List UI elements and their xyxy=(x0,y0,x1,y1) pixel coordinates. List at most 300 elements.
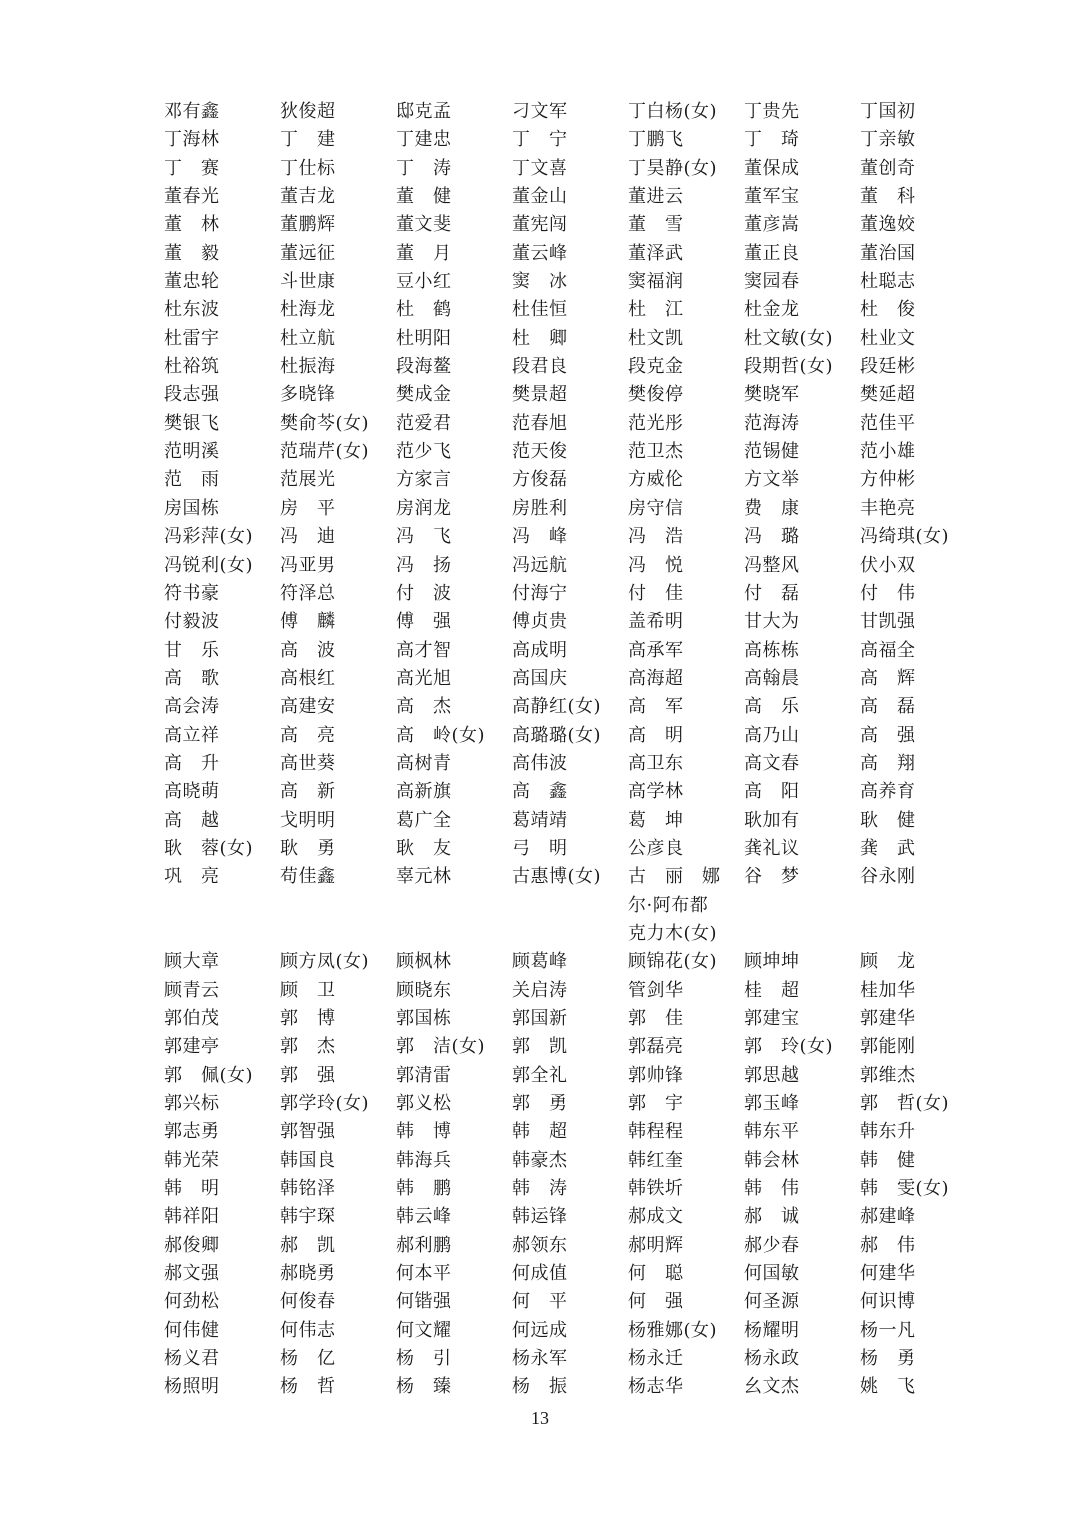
name-cell: 郝俊卿 xyxy=(164,1234,220,1256)
name-cell: 韩 伟 xyxy=(744,1178,800,1200)
name-cell: 高卫东 xyxy=(628,752,684,774)
name-cell: 杨 臻 xyxy=(396,1376,452,1398)
name-row xyxy=(164,268,976,296)
name-cell: 丁 赛 xyxy=(164,157,220,179)
name-cell: 韩东升 xyxy=(860,1121,916,1143)
name-cell: 韩海兵 xyxy=(396,1149,452,1171)
name-cell: 董保成 xyxy=(744,157,800,179)
name-cell: 董泽武 xyxy=(628,242,684,264)
name-cell: 方家言 xyxy=(396,469,452,491)
name-cell: 高乃山 xyxy=(744,724,800,746)
name-cell: 樊俞芩(女) xyxy=(280,412,370,434)
name-row xyxy=(164,1288,976,1316)
name-cell: 何锴强 xyxy=(396,1291,452,1313)
name-row xyxy=(164,296,976,324)
name-cell: 郝建峰 xyxy=(860,1206,916,1228)
name-cell: 杜文凯 xyxy=(628,327,684,349)
name-cell: 高 岭(女) xyxy=(396,724,486,746)
name-cell: 耿 勇 xyxy=(280,837,336,859)
name-cell: 付 伟 xyxy=(860,582,916,604)
name-cell: 杨一凡 xyxy=(860,1319,916,1341)
name-cell: 丁国初 xyxy=(860,101,916,122)
name-cell: 樊银飞 xyxy=(164,412,220,434)
name-cell: 付 佳 xyxy=(628,582,684,604)
name-cell: 高栋栋 xyxy=(744,639,800,661)
name-cell: 范锡健 xyxy=(744,441,800,463)
name-cell: 甘大为 xyxy=(744,611,800,633)
name-cell: 付 磊 xyxy=(744,582,800,604)
name-cell: 丁贵先 xyxy=(744,101,800,122)
name-cell: 何 聪 xyxy=(628,1263,684,1285)
name-cell: 顾大章 xyxy=(164,951,220,973)
name-cell: 何 强 xyxy=(628,1291,684,1313)
name-cell: 郭 凯 xyxy=(512,1036,568,1058)
name-cell: 韩 博 xyxy=(396,1121,452,1143)
name-cell: 顾坤坤 xyxy=(744,951,800,973)
name-cell: 韩 超 xyxy=(512,1121,568,1143)
name-cell: 韩祥阳 xyxy=(164,1206,220,1228)
name-cell: 房国栋 xyxy=(164,497,220,519)
name-cell: 杜东波 xyxy=(164,299,220,321)
name-cell: 韩 雯(女) xyxy=(860,1178,950,1200)
name-cell: 杜文敏(女) xyxy=(744,327,834,349)
name-cell: 高 亮 xyxy=(280,724,336,746)
name-cell: 高 明 xyxy=(628,724,684,746)
name-row xyxy=(164,325,976,353)
name-cell: 丁亲敏 xyxy=(860,129,916,151)
name-cell: 范春旭 xyxy=(512,412,568,434)
name-cell: 耿 蓉(女) xyxy=(164,837,254,859)
name-row xyxy=(164,183,976,211)
name-cell: 杨永军 xyxy=(512,1348,568,1370)
name-cell: 何本平 xyxy=(396,1263,452,1285)
name-cell: 高文春 xyxy=(744,752,800,774)
name-cell: 丁 涛 xyxy=(396,157,452,179)
name-cell: 何建华 xyxy=(860,1263,916,1285)
name-cell: 丁 建 xyxy=(280,129,336,151)
name-row xyxy=(164,948,976,976)
name-row xyxy=(164,240,976,268)
name-cell: 韩 明 xyxy=(164,1178,220,1200)
name-cell: 董彦嵩 xyxy=(744,214,800,236)
name-row xyxy=(164,211,976,239)
name-row xyxy=(164,580,976,608)
name-cell: 符泽总 xyxy=(280,582,336,604)
name-list-table xyxy=(164,98,976,1402)
name-cell: 董 毅 xyxy=(164,242,220,264)
name-cell: 郭清雷 xyxy=(396,1064,452,1086)
name-cell: 郭 洁(女) xyxy=(396,1036,486,1058)
name-cell: 丁 宁 xyxy=(512,129,568,151)
name-cell: 狄俊超 xyxy=(280,101,336,122)
name-cell: 段期哲(女) xyxy=(744,356,834,378)
name-cell: 段廷彬 xyxy=(860,356,916,378)
name-cell: 丁建忠 xyxy=(396,129,452,151)
name-cell: 古惠博(女) xyxy=(512,866,602,888)
name-cell: 郭 杰 xyxy=(280,1036,336,1058)
name-cell: 杨 振 xyxy=(512,1376,568,1398)
name-cell: 高 乐 xyxy=(744,696,800,718)
name-cell: 付海宁 xyxy=(512,582,568,604)
name-cell: 董 健 xyxy=(396,186,452,208)
name-cell: 伏小双 xyxy=(860,554,916,576)
name-row xyxy=(164,722,976,750)
name-cell: 董宪闯 xyxy=(512,214,568,236)
name-cell: 高 辉 xyxy=(860,667,916,689)
name-cell: 杜振海 xyxy=(280,356,336,378)
name-cell: 何伟志 xyxy=(280,1319,336,1341)
name-cell: 顾青云 xyxy=(164,979,220,1001)
name-cell: 杜聪志 xyxy=(860,271,916,293)
name-cell: 韩国良 xyxy=(280,1149,336,1171)
name-cell: 杨永政 xyxy=(744,1348,800,1370)
name-cell: 郭兴标 xyxy=(164,1093,220,1115)
name-cell: 高 强 xyxy=(860,724,916,746)
name-cell: 郝利鹏 xyxy=(396,1234,452,1256)
name-cell: 高静红(女) xyxy=(512,696,602,718)
name-row xyxy=(164,608,976,636)
name-cell: 冯 迪 xyxy=(280,526,336,548)
name-cell: 韩会林 xyxy=(744,1149,800,1171)
name-cell: 龚礼议 xyxy=(744,837,800,859)
name-cell: 谷永刚 xyxy=(860,866,916,888)
name-row xyxy=(164,1232,976,1260)
name-cell: 杜立航 xyxy=(280,327,336,349)
name-cell: 郭维杰 xyxy=(860,1064,916,1086)
name-cell: 豆小红 xyxy=(396,271,452,293)
name-cell: 高伟波 xyxy=(512,752,568,774)
name-cell: 何国敏 xyxy=(744,1263,800,1285)
name-cell: 董军宝 xyxy=(744,186,800,208)
name-cell: 古 丽 娜 尔·阿布都 克力木(女) xyxy=(628,866,739,944)
name-cell: 韩铁圻 xyxy=(628,1178,684,1200)
name-cell: 房胜利 xyxy=(512,497,568,519)
name-cell: 董文斐 xyxy=(396,214,452,236)
name-cell: 顾锦花(女) xyxy=(628,951,718,973)
name-cell: 高建安 xyxy=(280,696,336,718)
name-cell: 丁仕标 xyxy=(280,157,336,179)
name-cell: 付毅波 xyxy=(164,611,220,633)
name-cell: 幺文杰 xyxy=(744,1376,800,1398)
name-cell: 高新旗 xyxy=(396,781,452,803)
name-cell: 公彦良 xyxy=(628,837,684,859)
name-cell: 方威伦 xyxy=(628,469,684,491)
name-cell: 桂加华 xyxy=(860,979,916,1001)
name-row xyxy=(164,1373,976,1401)
name-cell: 多晓锋 xyxy=(280,384,336,406)
name-cell: 董正良 xyxy=(744,242,800,264)
name-cell: 郭帅锋 xyxy=(628,1064,684,1086)
name-cell: 杨永迁 xyxy=(628,1348,684,1370)
name-cell: 樊晓军 xyxy=(744,384,800,406)
name-cell: 葛广全 xyxy=(396,809,452,831)
name-cell: 杨 亿 xyxy=(280,1348,336,1370)
name-cell: 韩 鹏 xyxy=(396,1178,452,1200)
name-cell: 范明溪 xyxy=(164,441,220,463)
name-cell: 甘 乐 xyxy=(164,639,220,661)
name-cell: 董治国 xyxy=(860,242,916,264)
name-cell: 郭 佩(女) xyxy=(164,1064,254,1086)
name-cell: 高 歌 xyxy=(164,667,220,689)
name-cell: 杜业文 xyxy=(860,327,916,349)
name-cell: 冯彩萍(女) xyxy=(164,526,254,548)
name-cell: 冯远航 xyxy=(512,554,568,576)
name-cell: 韩铭泽 xyxy=(280,1178,336,1200)
name-cell: 杨志华 xyxy=(628,1376,684,1398)
name-cell: 韩宇琛 xyxy=(280,1206,336,1228)
name-row xyxy=(164,863,976,948)
name-cell: 范瑞芹(女) xyxy=(280,441,370,463)
name-cell: 谷 梦 xyxy=(744,866,800,888)
name-cell: 韩 涛 xyxy=(512,1178,568,1200)
name-cell: 韩程程 xyxy=(628,1121,684,1143)
name-cell: 杜海龙 xyxy=(280,299,336,321)
name-cell: 高 翔 xyxy=(860,752,916,774)
name-row xyxy=(164,495,976,523)
name-cell: 窦园春 xyxy=(744,271,800,293)
name-cell: 郭能刚 xyxy=(860,1036,916,1058)
name-cell: 何识博 xyxy=(860,1291,916,1313)
name-cell: 郝文强 xyxy=(164,1263,220,1285)
name-cell: 范少飞 xyxy=(396,441,452,463)
name-cell: 方仲彬 xyxy=(860,469,916,491)
name-cell: 范佳平 xyxy=(860,412,916,434)
name-cell: 冯 璐 xyxy=(744,526,800,548)
name-cell: 郭伯茂 xyxy=(164,1008,220,1029)
name-row xyxy=(164,1345,976,1373)
name-cell: 董创奇 xyxy=(860,157,916,179)
name-cell: 高 升 xyxy=(164,752,220,774)
name-cell: 顾晓东 xyxy=(396,979,452,1001)
name-cell: 郭磊亮 xyxy=(628,1036,684,1058)
name-cell: 郝 伟 xyxy=(860,1234,916,1256)
name-cell: 郝 凯 xyxy=(280,1234,336,1256)
name-cell: 冯 峰 xyxy=(512,526,568,548)
name-cell: 董 月 xyxy=(396,242,452,264)
name-cell: 郝明辉 xyxy=(628,1234,684,1256)
name-cell: 范爱君 xyxy=(396,412,452,434)
name-cell: 方文举 xyxy=(744,469,800,491)
name-cell: 斗世康 xyxy=(280,271,336,293)
name-cell: 郭智强 xyxy=(280,1121,336,1143)
name-cell: 韩东平 xyxy=(744,1121,800,1143)
name-cell: 何文耀 xyxy=(396,1319,452,1341)
name-cell: 范展光 xyxy=(280,469,336,491)
name-cell: 范卫杰 xyxy=(628,441,684,463)
name-row xyxy=(164,750,976,778)
name-cell: 郭 玲(女) xyxy=(744,1036,834,1058)
name-row xyxy=(164,466,976,494)
name-cell: 高璐璐(女) xyxy=(512,724,602,746)
name-cell: 冯 悦 xyxy=(628,554,684,576)
name-cell: 范光彤 xyxy=(628,412,684,434)
name-cell: 郭 勇 xyxy=(512,1093,568,1115)
name-cell: 郭志勇 xyxy=(164,1121,220,1143)
name-cell: 盖希明 xyxy=(628,611,684,633)
name-list-body xyxy=(164,98,976,1402)
name-cell: 樊俊停 xyxy=(628,384,684,406)
name-cell: 高立祥 xyxy=(164,724,220,746)
name-row xyxy=(164,637,976,665)
name-cell: 范 雨 xyxy=(164,469,220,491)
name-cell: 郭思越 xyxy=(744,1064,800,1086)
name-cell: 董 雪 xyxy=(628,214,684,236)
name-cell: 范海涛 xyxy=(744,412,800,434)
name-cell: 高会涛 xyxy=(164,696,220,718)
name-cell: 郭玉峰 xyxy=(744,1093,800,1115)
name-cell: 冯 浩 xyxy=(628,526,684,548)
name-cell: 杜 鹤 xyxy=(396,299,452,321)
name-row xyxy=(164,1147,976,1175)
name-cell: 丁文喜 xyxy=(512,157,568,179)
name-cell: 樊成金 xyxy=(396,384,452,406)
name-cell: 葛 坤 xyxy=(628,809,684,831)
name-cell: 杨耀明 xyxy=(744,1319,800,1341)
name-cell: 苟佳鑫 xyxy=(280,866,336,888)
name-cell: 韩豪杰 xyxy=(512,1149,568,1171)
name-cell: 高承军 xyxy=(628,639,684,661)
name-cell: 段克金 xyxy=(628,356,684,378)
name-row xyxy=(164,126,976,154)
name-cell: 高世葵 xyxy=(280,752,336,774)
name-cell: 郭 哲(女) xyxy=(860,1093,950,1115)
name-cell: 高 鑫 xyxy=(512,781,568,803)
name-cell: 何伟健 xyxy=(164,1319,220,1341)
name-row xyxy=(164,665,976,693)
name-cell: 高 阳 xyxy=(744,781,800,803)
name-row xyxy=(164,1090,976,1118)
name-cell: 董云峰 xyxy=(512,242,568,264)
name-cell: 刁文军 xyxy=(512,101,568,122)
name-row xyxy=(164,410,976,438)
name-cell: 顾 卫 xyxy=(280,979,336,1001)
name-cell: 戈明明 xyxy=(280,809,336,831)
name-cell: 高 军 xyxy=(628,696,684,718)
name-cell: 葛靖靖 xyxy=(512,809,568,831)
name-cell: 丁海林 xyxy=(164,129,220,151)
name-row xyxy=(164,977,976,1005)
name-cell: 杨 哲 xyxy=(280,1376,336,1398)
name-cell: 杨照明 xyxy=(164,1376,220,1398)
name-cell: 杜金龙 xyxy=(744,299,800,321)
name-cell: 高学林 xyxy=(628,781,684,803)
name-cell: 高才智 xyxy=(396,639,452,661)
name-cell: 段君良 xyxy=(512,356,568,378)
name-cell: 辜元林 xyxy=(396,866,452,888)
name-cell: 冯 扬 xyxy=(396,554,452,576)
name-cell: 杨雅娜(女) xyxy=(628,1319,718,1341)
name-cell: 顾葛峰 xyxy=(512,951,568,973)
name-cell: 韩 健 xyxy=(860,1149,916,1171)
name-cell: 高 波 xyxy=(280,639,336,661)
name-row xyxy=(164,523,976,551)
name-cell: 傅贞贵 xyxy=(512,611,568,633)
name-cell: 韩红奎 xyxy=(628,1149,684,1171)
name-cell: 董鹏辉 xyxy=(280,214,336,236)
name-cell: 高国庆 xyxy=(512,667,568,689)
name-cell: 冯锐利(女) xyxy=(164,554,254,576)
name-cell: 高成明 xyxy=(512,639,568,661)
name-cell: 顾枫林 xyxy=(396,951,452,973)
name-cell: 房守信 xyxy=(628,497,684,519)
name-cell: 董吉龙 xyxy=(280,186,336,208)
name-cell: 杜 江 xyxy=(628,299,684,321)
name-cell: 关启涛 xyxy=(512,979,568,1001)
name-cell: 郭建亭 xyxy=(164,1036,220,1058)
name-cell: 董逸姣 xyxy=(860,214,916,236)
name-cell: 郭 博 xyxy=(280,1008,336,1029)
name-row xyxy=(164,778,976,806)
name-row xyxy=(164,693,976,721)
name-cell: 邓有鑫 xyxy=(164,101,220,122)
name-cell: 何劲松 xyxy=(164,1291,220,1313)
name-cell: 杜 俊 xyxy=(860,299,916,321)
name-cell: 韩运锋 xyxy=(512,1206,568,1228)
name-cell: 郝成文 xyxy=(628,1206,684,1228)
name-cell: 冯亚男 xyxy=(280,554,336,576)
name-cell: 何俊春 xyxy=(280,1291,336,1313)
name-cell: 樊景超 xyxy=(512,384,568,406)
name-cell: 高树青 xyxy=(396,752,452,774)
name-cell: 窦 冰 xyxy=(512,271,568,293)
name-cell: 高翰晨 xyxy=(744,667,800,689)
name-cell: 高晓萌 xyxy=(164,781,220,803)
name-row xyxy=(164,552,976,580)
name-row xyxy=(164,835,976,863)
page-number: 13 xyxy=(531,1408,549,1428)
name-cell: 韩云峰 xyxy=(396,1206,452,1228)
name-row xyxy=(164,353,976,381)
name-cell: 方俊磊 xyxy=(512,469,568,491)
name-cell: 董春光 xyxy=(164,186,220,208)
name-cell: 段志强 xyxy=(164,384,220,406)
name-cell: 耿 健 xyxy=(860,809,916,831)
name-cell: 董 科 xyxy=(860,186,916,208)
name-cell: 董远征 xyxy=(280,242,336,264)
name-cell: 龚 武 xyxy=(860,837,916,859)
name-cell: 冯绮琪(女) xyxy=(860,526,950,548)
name-cell: 杜裕筑 xyxy=(164,356,220,378)
name-row xyxy=(164,1260,976,1288)
name-cell: 郭国栋 xyxy=(396,1008,452,1029)
name-cell: 郝领东 xyxy=(512,1234,568,1256)
name-cell: 耿 友 xyxy=(396,837,452,859)
name-cell: 何 平 xyxy=(512,1291,568,1313)
name-cell: 丁白杨(女) xyxy=(628,101,718,122)
name-cell: 郭学玲(女) xyxy=(280,1093,370,1115)
name-cell: 高光旭 xyxy=(396,667,452,689)
name-cell: 杨 引 xyxy=(396,1348,452,1370)
name-cell: 丰艳亮 xyxy=(860,497,916,519)
name-cell: 董金山 xyxy=(512,186,568,208)
name-cell: 杨义君 xyxy=(164,1348,220,1370)
name-cell: 杨 勇 xyxy=(860,1348,916,1370)
name-cell: 顾 龙 xyxy=(860,951,916,973)
name-cell: 郝晓勇 xyxy=(280,1263,336,1285)
name-cell: 郝少春 xyxy=(744,1234,800,1256)
name-cell: 房 平 xyxy=(280,497,336,519)
name-cell: 郭国新 xyxy=(512,1008,568,1029)
name-cell: 范小雄 xyxy=(860,441,916,463)
name-cell: 高 越 xyxy=(164,809,220,831)
name-cell: 郭 强 xyxy=(280,1064,336,1086)
name-row xyxy=(164,1118,976,1146)
name-row xyxy=(164,381,976,409)
name-row xyxy=(164,1203,976,1231)
name-cell: 丁鹏飞 xyxy=(628,129,684,151)
name-cell: 邸克孟 xyxy=(396,101,452,122)
name-cell: 符书豪 xyxy=(164,582,220,604)
